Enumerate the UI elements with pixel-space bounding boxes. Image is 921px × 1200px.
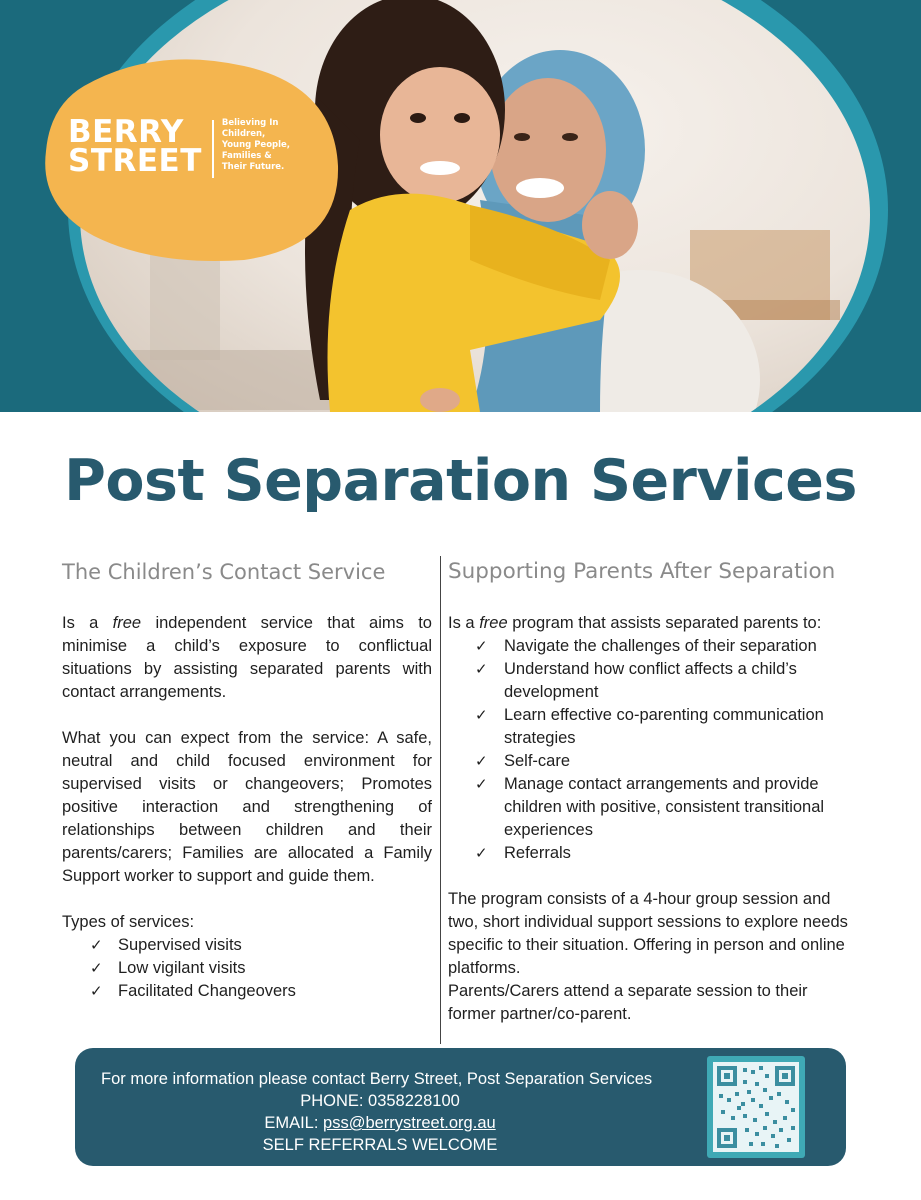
logo-tagline [222,118,318,173]
free-emphasis: free [112,614,142,632]
checkmark-icon: ✓ [475,660,488,678]
contact-details [75,1068,685,1156]
intro-text: Is a [448,614,480,632]
program-list [448,635,848,865]
checkmark-icon: ✓ [90,936,103,954]
list-item-text: Supervised visits [118,936,242,954]
logo-tagline-line: Believing In [221,118,279,128]
checkmark-icon: ✓ [475,706,488,724]
intro-text: program that assists separated parents to: [507,614,822,632]
email-line [75,1112,685,1134]
types-label-colon: : [189,913,195,931]
logo-divider [212,120,214,178]
hero-banner [0,0,921,412]
qr-code-pattern [713,1062,799,1152]
free-emphasis: free [479,614,508,632]
logo-tagline-line: Children, [221,129,266,139]
list-item-text: Understand how conflict affects a child’s development [504,660,797,701]
checkmark-icon: ✓ [475,752,488,770]
supporting-parents-section [448,558,848,1026]
list-item [62,957,432,980]
types-label [62,911,432,934]
expect-text: : A safe, neutral and child focused environment for supervised visits or changeovers; Promotes positive interaction and strengthening of relationships between children and their parents/carers; Families are allocated a Family Support worker to support and guide them. [62,729,432,885]
list-item [448,750,848,773]
list-item-text: Navigate the challenges of their separation [504,637,817,655]
expect-paragraph [62,727,432,888]
list-item [448,704,848,750]
logo-word-line1: BERRY [68,114,184,150]
parents-paragraph: Parents/Carers attend a separate session to their former partner/co-parent. [448,982,808,1023]
phone-line: PHONE: 0358228100 [300,1092,460,1110]
list-item [62,934,432,957]
berry-street-logo [68,114,318,179]
contact-footer [75,1048,846,1166]
list-item [448,635,848,658]
list-item [448,773,848,842]
intro-text: Is a [62,614,113,632]
list-item-text: Low vigilant visits [118,959,246,977]
list-item [62,980,432,1003]
checkmark-icon: ✓ [475,775,488,793]
checkmark-icon: ✓ [475,844,488,862]
email-link[interactable]: pss@berrystreet.org.au [323,1114,496,1132]
list-item [448,658,848,704]
section-heading: Supporting Parents After Separation [448,559,836,584]
list-item-text: Learn effective co-parenting communication strategies [504,706,824,747]
childrens-contact-service-section [62,558,432,1003]
program-paragraph: The program consists of a 4-hour group session and two, short individual support sessions to explore needs specific to their situation. Offering in person and online platforms. [448,890,848,977]
expect-label: What you can expect from the service [62,729,365,747]
logo-tagline-line: Families & [221,151,272,161]
types-list [62,934,432,1003]
email-label: EMAIL: [264,1114,324,1132]
logo-word-line2: STREET [68,143,202,179]
page-title: Post Separation Services [64,448,857,514]
column-divider [440,556,441,1044]
checkmark-icon: ✓ [90,959,103,977]
intro-paragraph [448,612,848,635]
qr-code[interactable] [707,1056,805,1158]
types-label-text: Types of services [62,913,190,931]
intro-paragraph [62,612,432,704]
intro-text: independent service that aims to minimise a child’s exposure to conflictual situations by assisting separated parents with contact arrangements. [62,614,432,701]
logo-tagline-line: Young People, [221,140,291,150]
logo-tagline-line: Their Future. [221,162,285,172]
list-item-text: Self-care [504,752,571,770]
list-item [448,842,848,865]
checkmark-icon: ✓ [475,637,488,655]
list-item-text: Manage contact arrangements and provide children with positive, consistent transitional experiences [504,775,825,839]
section-heading: The Children’s Contact Service [62,560,386,584]
list-item-text: Facilitated Changeovers [118,982,296,1000]
logo-wordmark [68,114,202,179]
self-referrals-note: SELF REFERRALS WELCOME [262,1136,498,1154]
list-item-text: Referrals [504,844,571,862]
checkmark-icon: ✓ [90,982,103,1000]
contact-intro: For more information please contact Berry Street, Post Separation Services [101,1070,653,1088]
